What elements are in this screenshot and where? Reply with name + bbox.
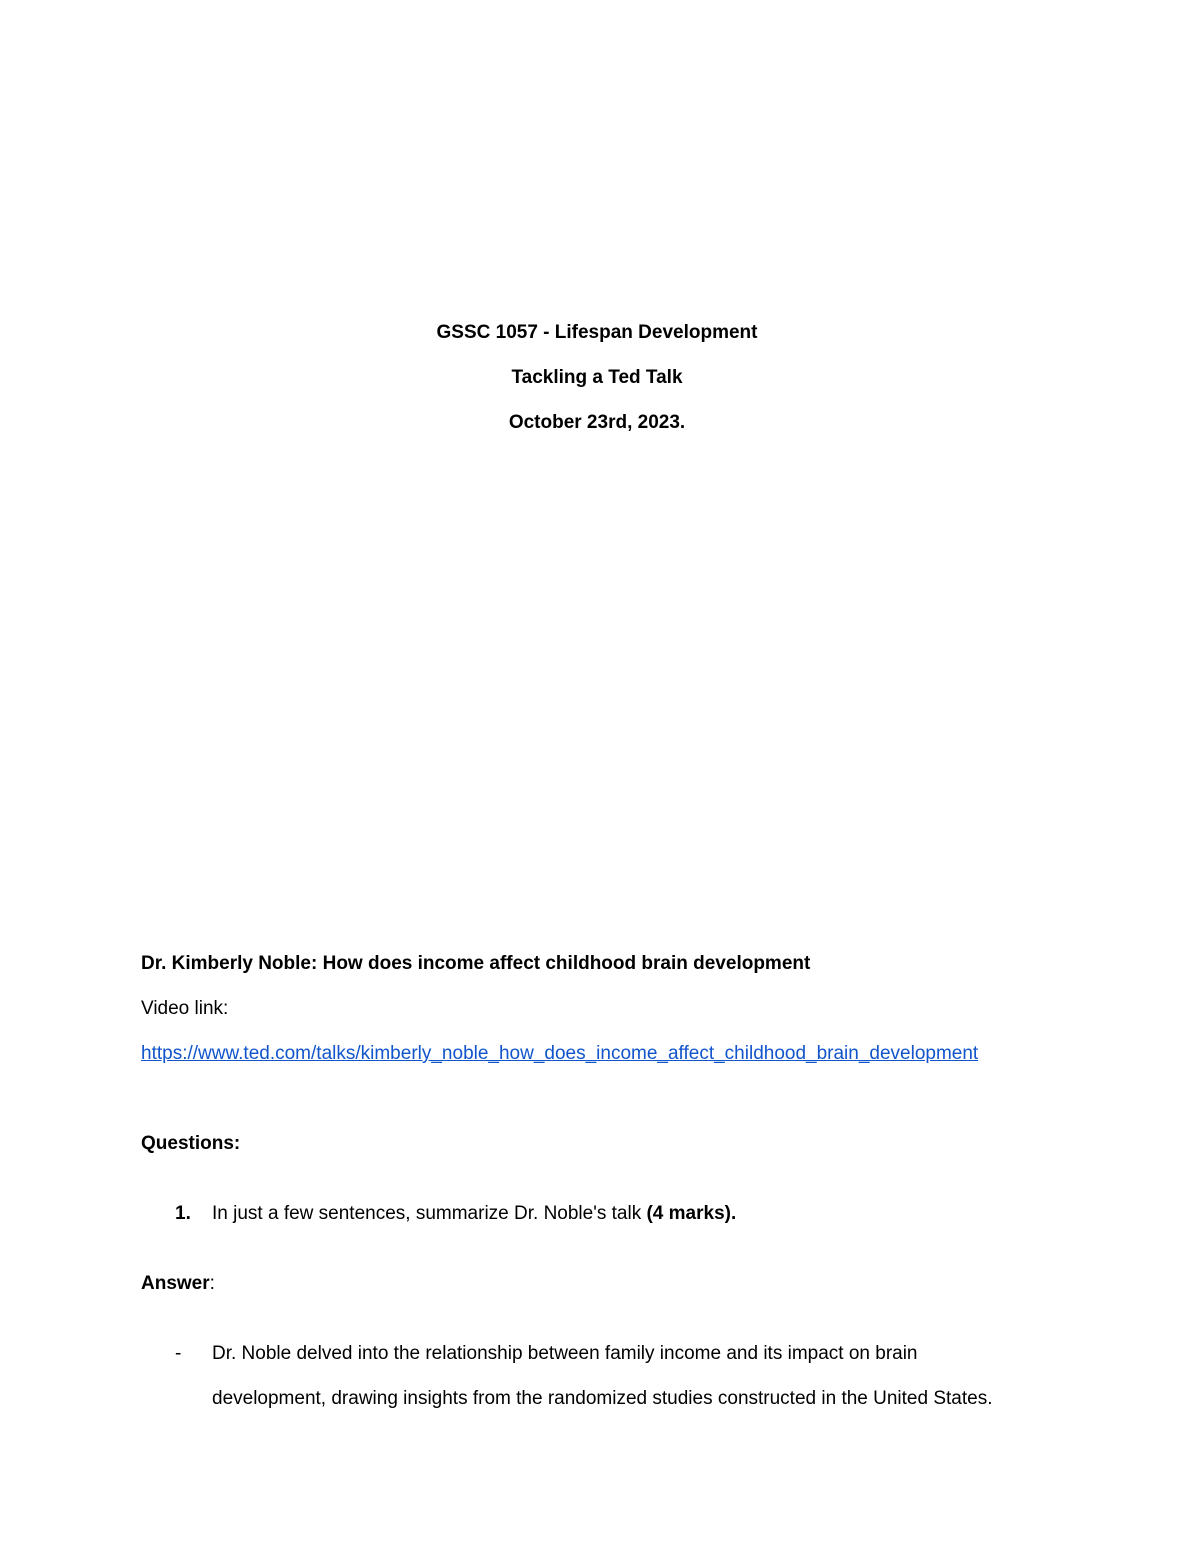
video-link-label: Video link: bbox=[141, 998, 229, 1019]
answer-line-1: Dr. Noble delved into the relationship between family income and its impact on brain bbox=[212, 1343, 918, 1364]
document-date: October 23rd, 2023. bbox=[508, 412, 686, 433]
course-title: GSSC 1057 - Lifespan Development bbox=[436, 322, 758, 343]
question-body: In just a few sentences, summarize Dr. Noble's talk bbox=[212, 1203, 647, 1224]
answer-bullet: - bbox=[175, 1343, 182, 1364]
question-text bbox=[212, 1203, 736, 1225]
answer-line-2: development, drawing insights from the randomized studies constructed in the United States. bbox=[212, 1388, 993, 1409]
video-link[interactable]: https://www.ted.com/talks/kimberly_noble_how_does_income_affect_childhood_brain_development bbox=[141, 1043, 979, 1064]
answer-heading bbox=[141, 1273, 215, 1295]
questions-heading: Questions: bbox=[141, 1133, 241, 1154]
answer-label: Answer bbox=[141, 1273, 210, 1294]
question-marks: (4 marks). bbox=[646, 1203, 737, 1224]
answer-colon: : bbox=[209, 1273, 215, 1294]
question-number: 1. bbox=[175, 1203, 191, 1224]
talk-heading: Dr. Kimberly Noble: How does income affect childhood brain development bbox=[141, 953, 811, 974]
assignment-title: Tackling a Ted Talk bbox=[511, 367, 683, 388]
